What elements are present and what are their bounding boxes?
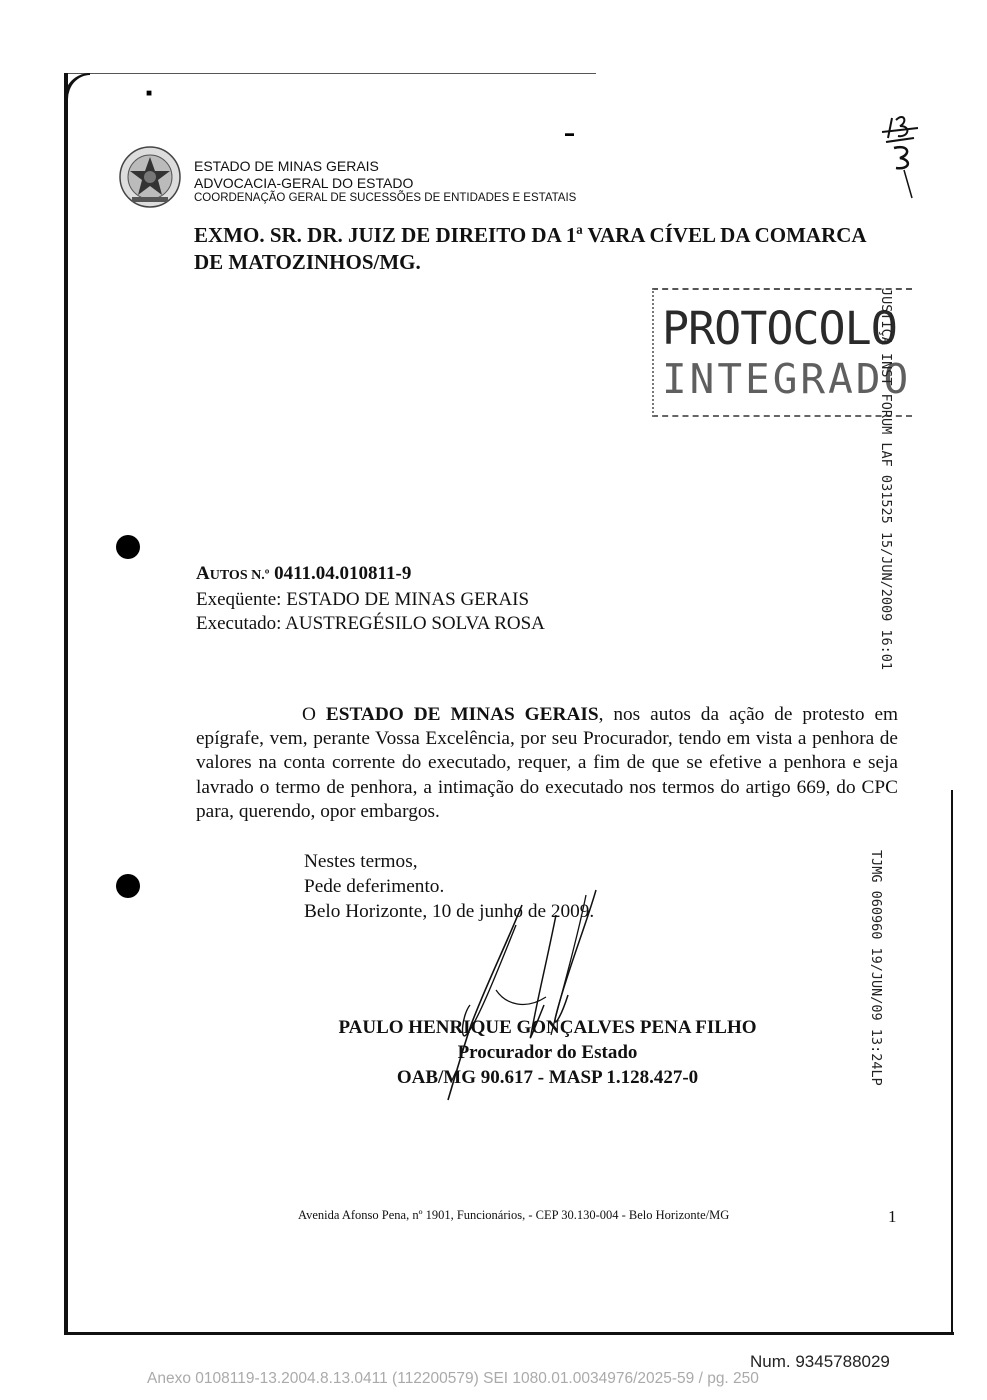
scan-border-left xyxy=(64,73,68,1335)
scan-speck: ■ xyxy=(146,88,153,99)
scan-speck: ▬ xyxy=(565,128,574,138)
scan-border-bottom xyxy=(64,1332,954,1335)
punch-hole-top xyxy=(116,535,140,559)
scan-border-top xyxy=(66,73,596,74)
signer-registration: OAB/MG 90.617 - MASP 1.128.427-0 xyxy=(396,1067,699,1088)
tjmg-stamp-vertical: TJMG 060960 19/JUN/09 13:24LP xyxy=(868,850,884,1086)
signer-role: Procurador do Estado xyxy=(457,1042,638,1063)
signature-block xyxy=(300,1015,795,1090)
case-number-line xyxy=(196,562,545,588)
autos-label: UTOS N.º xyxy=(209,568,270,583)
protocol-stamp-line-2: INTEGRADO xyxy=(662,355,912,403)
page-number: 1 xyxy=(888,1207,897,1226)
scan-border-right xyxy=(951,790,953,1335)
body-pre: O xyxy=(302,704,326,725)
closing-line-2: Pede deferimento. xyxy=(304,876,445,897)
case-info xyxy=(196,562,545,636)
protocol-stamp-line-1: PROTOCOLO xyxy=(662,302,897,355)
footer-address: Avenida Afonso Pena, nº 1901, Funcionários, - CEP 30.130-004 - Belo Horizonte/MG xyxy=(298,1208,730,1222)
body-text: , nos autos da ação de protesto em epígrafe, vem, perante Vossa Excelência, por seu Procurador, tendo em vista a penhora de valores na conta corrente do executado, requer, a fim de que se efetive a penhora e seja lavrado o termo de penhora, a intimação do executado nos termos do artigo 669, do CPC para, querendo, opor embargos. xyxy=(196,704,899,822)
handwritten-page-number xyxy=(878,108,928,203)
executado-line: Executado: AUSTREGÉSILO SOLVA ROSA xyxy=(196,613,545,634)
annex-reference: Anexo 0108119-13.2004.8.13.0411 (112200579) SEI 1080.01.0034976/2025-59 / pg. 250 xyxy=(147,1370,759,1387)
petition-body xyxy=(196,703,898,824)
exequente-line: Exeqüente: ESTADO DE MINAS GERAIS xyxy=(196,589,530,610)
coat-of-arms-icon xyxy=(118,145,182,209)
letterhead-department: COORDENAÇÃO GERAL DE SUCESSÕES DE ENTIDADES E ESTATAIS xyxy=(194,192,577,204)
heading-line-1: EXMO. SR. DR. JUIZ DE DIREITO DA 1ª VARA CÍVEL DA COMARCA xyxy=(194,223,867,247)
closing-date: Belo Horizonte, 10 de junho de 2009. xyxy=(304,901,595,922)
closing-line-1: Nestes termos, xyxy=(304,851,418,872)
case-number: 0411.04.010811-9 xyxy=(274,563,412,584)
addressee-heading xyxy=(194,222,914,276)
protocol-stamp-vertical: JUSTIÇA INST FORUM LAF 031525 15/JUN/2009 16:01 xyxy=(878,288,894,671)
document-id: Num. 9345788029 xyxy=(750,1352,890,1371)
signer-name: PAULO HENRIQUE GONÇALVES PENA FILHO xyxy=(338,1017,757,1038)
heading-line-2: DE MATOZINHOS/MG. xyxy=(194,250,421,274)
letterhead-agency: ADVOCACIA-GERAL DO ESTADO xyxy=(194,175,414,191)
body-party: ESTADO DE MINAS GERAIS xyxy=(325,704,599,725)
autos-label-initial: A xyxy=(196,563,210,584)
punch-hole-bottom xyxy=(116,874,140,898)
letterhead-state: ESTADO DE MINAS GERAIS xyxy=(194,158,379,174)
